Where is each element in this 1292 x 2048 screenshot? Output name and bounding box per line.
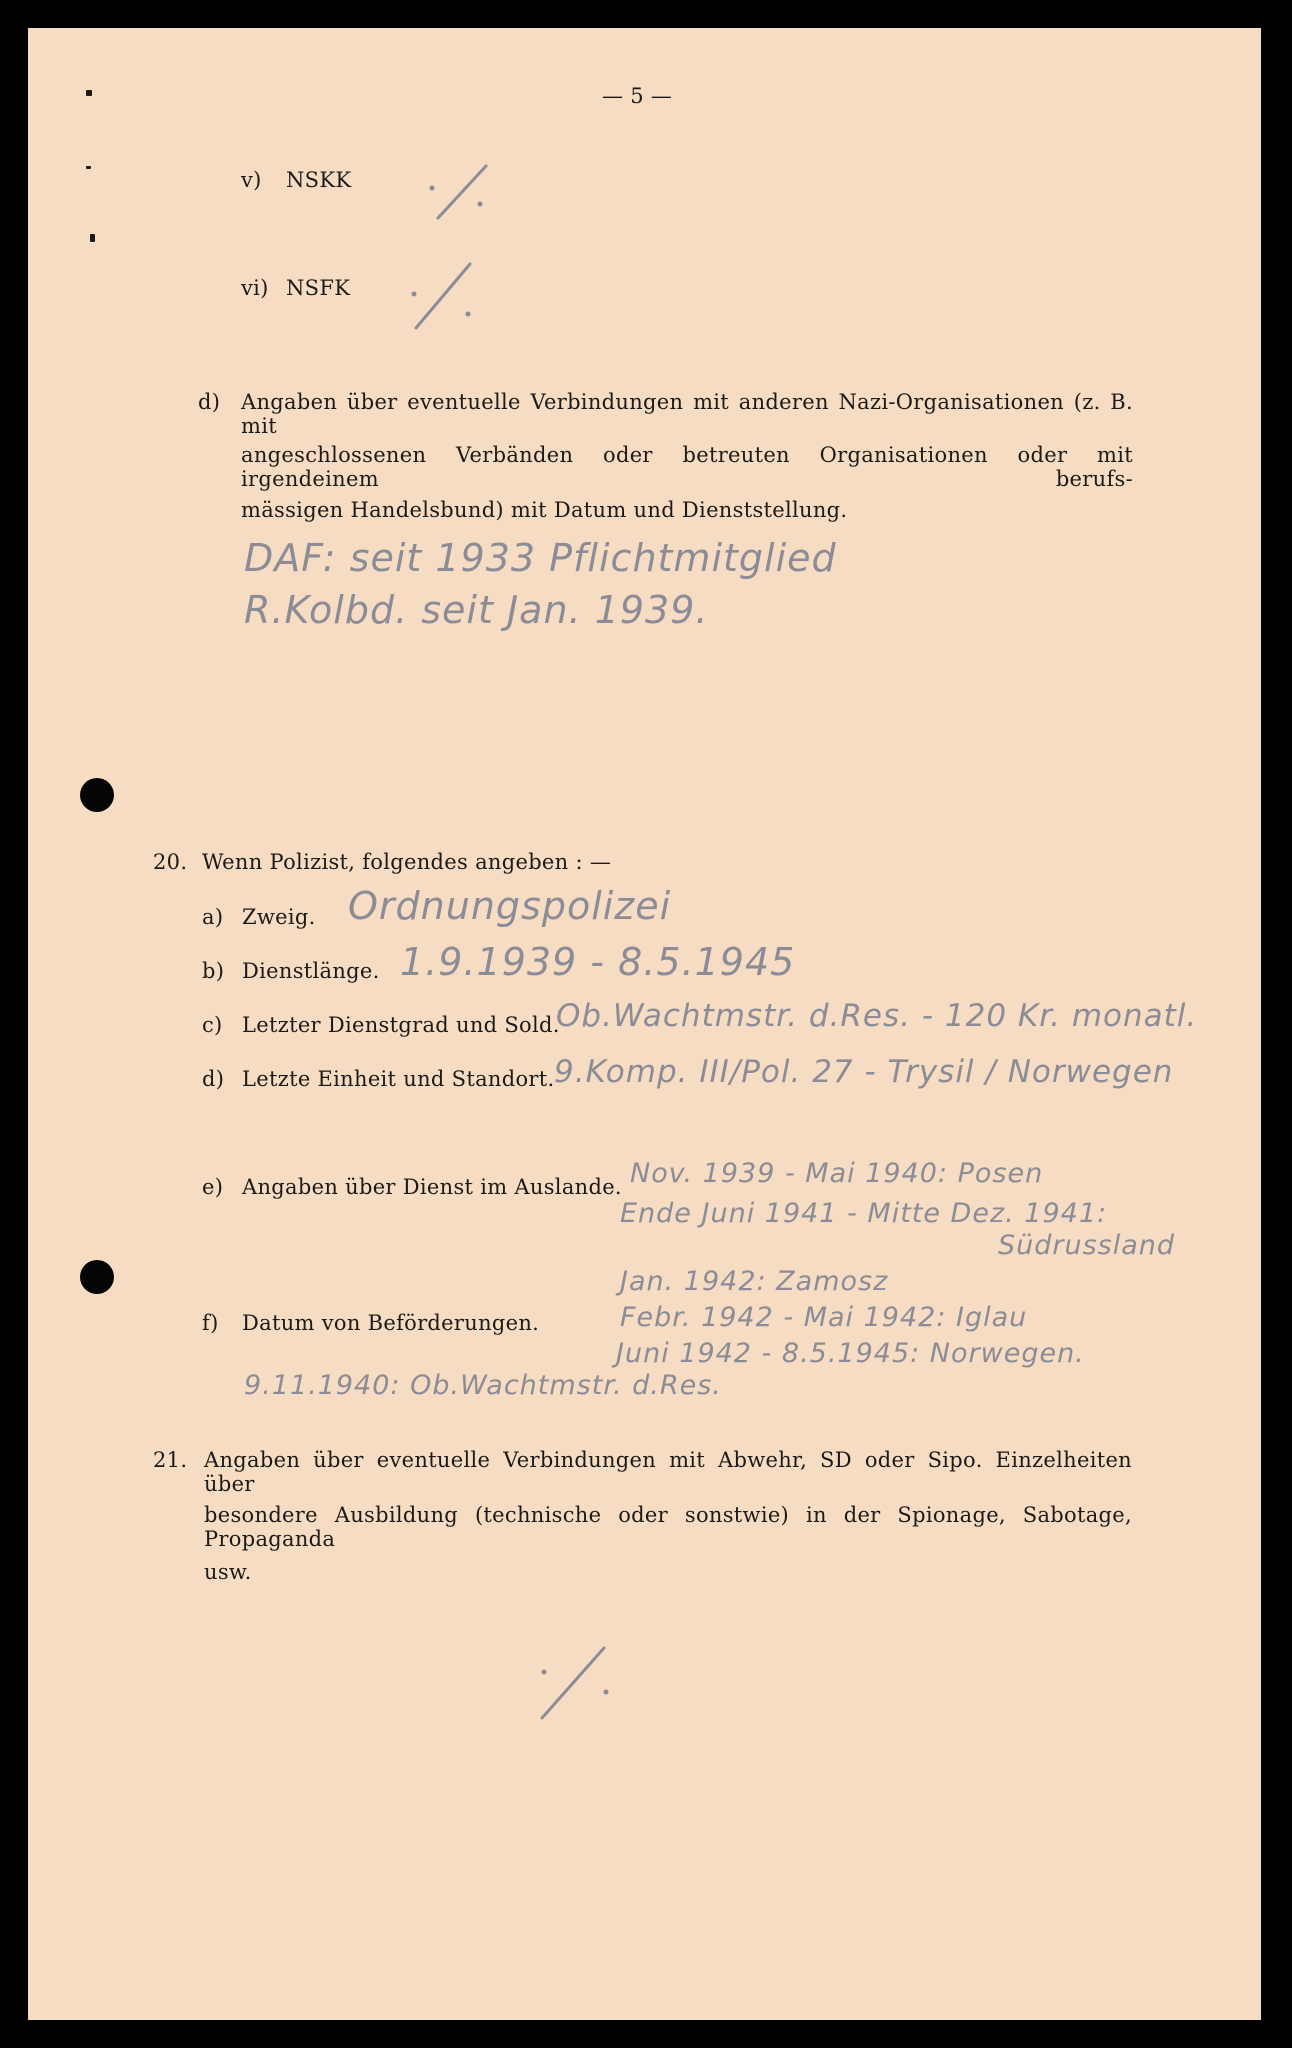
q20-d-text: Letzte Einheit und Standort. [242, 1067, 555, 1091]
q20-b-answer: 1.9.1939 - 8.5.1945 [400, 940, 796, 984]
q20-b-label: b) [202, 959, 225, 983]
question-21-line-2: besondere Ausbildung (technische oder sonstwie) in der Spionage, Sabotage, Propaganda [204, 1503, 1132, 1551]
q20-e-label: e) [202, 1175, 224, 1199]
q20-f-label: f) [202, 1311, 219, 1335]
margin-speck [86, 90, 92, 96]
none-mark-v [424, 158, 524, 228]
q20-d-label: d) [202, 1067, 225, 1091]
q20-c-label: c) [202, 1013, 223, 1037]
q20-c-text: Letzter Dienstgrad und Sold. [242, 1013, 560, 1037]
none-mark-21 [528, 1638, 638, 1728]
item-v-org: NSKK [286, 168, 352, 192]
punch-hole-bottom [80, 1260, 114, 1294]
question-20-number: 20. [153, 850, 188, 874]
section-d-line-3: mässigen Handelsbund) mit Datum und Dienststellung. [241, 498, 848, 522]
section-d-label: d) [198, 390, 221, 414]
section-d-line-1: Angaben über eventuelle Verbindungen mit anderen Nazi-Organisationen (z. B. mit [241, 390, 1133, 438]
q20-f-text: Datum von Beförderungen. [242, 1311, 540, 1335]
section-d-answer-1: DAF: seit 1933 Pflichtmitglied [244, 536, 837, 580]
q20-e-answer-4: Jan. 1942: Zamosz [620, 1266, 889, 1297]
q20-e-answer-1: Nov. 1939 - Mai 1940: Posen [630, 1158, 1044, 1189]
section-d-line-2: angeschlossenen Verbänden oder betreuten Organisationen oder mit irgendeinem berufs- [241, 443, 1133, 491]
question-21-line-3: usw. [204, 1560, 252, 1584]
page-number: — 5 — [602, 84, 673, 108]
section-d-answer-2: R.Kolbd. seit Jan. 1939. [244, 588, 709, 632]
q20-e-answer-2: Ende Juni 1941 - Mitte Dez. 1941: [620, 1198, 1108, 1229]
q20-c-answer: Ob.Wachtmstr. d.Res. - 120 Kr. monatl. [556, 998, 1198, 1034]
item-vi-label: vi) [241, 276, 269, 300]
question-20-title: Wenn Polizist, folgendes angeben : — [202, 850, 612, 874]
q20-e-answer-3: Südrussland [998, 1230, 1176, 1261]
q20-a-label: a) [202, 905, 224, 929]
punch-hole-top [80, 778, 114, 812]
q20-e-text: Angaben über Dienst im Auslande. [242, 1175, 622, 1199]
document-page [28, 28, 1261, 2020]
q20-a-answer: Ordnungspolizei [348, 884, 672, 928]
item-v-label: v) [241, 168, 262, 192]
question-21-line-1: Angaben über eventuelle Verbindungen mit Abwehr, SD oder Sipo. Einzelheiten über [204, 1448, 1132, 1496]
q20-e-answer-6: Juni 1942 - 8.5.1945: Norwegen. [616, 1338, 1085, 1369]
margin-speck [86, 166, 91, 169]
q20-f-answer: 9.11.1940: Ob.Wachtmstr. d.Res. [244, 1370, 722, 1401]
question-21-number: 21. [153, 1448, 188, 1472]
item-vi-org: NSFK [286, 276, 351, 300]
q20-e-answer-5: Febr. 1942 - Mai 1942: Iglau [620, 1302, 1028, 1333]
q20-a-text: Zweig. [242, 905, 316, 929]
margin-speck [90, 234, 95, 242]
q20-d-answer: 9.Komp. III/Pol. 27 - Trysil / Norwegen [554, 1054, 1174, 1090]
none-mark-vi [404, 258, 504, 338]
q20-b-text: Dienstlänge. [242, 959, 380, 983]
